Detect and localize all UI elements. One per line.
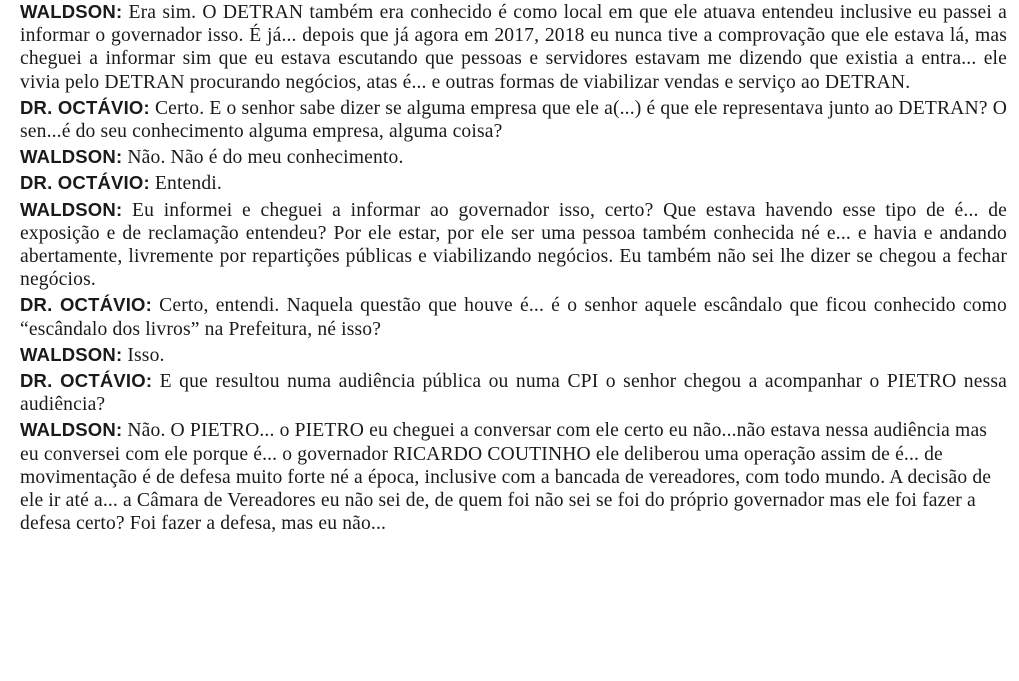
speech-text: Isso.	[122, 344, 165, 366]
transcript-paragraph	[20, 293, 1007, 340]
transcript-paragraph	[20, 171, 1007, 195]
speaker-name: WALDSON:	[20, 419, 123, 441]
transcript-paragraph	[20, 343, 1007, 367]
speaker-name: DR. OCTÁVIO:	[20, 294, 152, 316]
transcript-paragraph	[20, 369, 1007, 416]
speaker-name: WALDSON:	[20, 146, 123, 168]
speaker-name: DR. OCTÁVIO:	[20, 370, 153, 392]
speech-text: Entendi.	[149, 173, 222, 195]
speech-text: Certo, entendi. Naquela questão que houve é... é o senhor aquele escândalo que ficou conhecido como “escândalo dos livros” na Prefeitura, né isso?	[20, 295, 1007, 340]
speech-text: Não. O PIETRO... o PIETRO eu cheguei a conversar com ele certo eu não...não estava nessa audiência mas eu conversei com ele porque é... o governador RICARDO COUTINHO ele deliberou uma operação assim de é... de movimentação é de defesa muito forte né a época, inclusive com a bancada de vereadores, com todo mundo. A decisão de ele ir até a... a Câmara de Vereadores eu não sei de, de quem foi não sei se foi do próprio governador mas ele foi fazer a defesa certo? Foi fazer a defesa, mas eu não...	[20, 420, 992, 535]
speech-text: Certo. E o senhor sabe dizer se alguma empresa que ele a(...) é que ele representava junto ao DETRAN? O sen...é do seu conhecimento alguma empresa, alguma coisa?	[20, 97, 1007, 143]
speech-text: Não. Não é do meu conhecimento.	[122, 147, 404, 169]
transcript	[20, 0, 1007, 535]
speaker-name: WALDSON:	[20, 343, 123, 365]
speech-text: E que resultou numa audiência pública ou numa CPI o senhor chegou a acompanhar o PIETRO nessa audiência?	[20, 371, 1007, 416]
transcript-paragraph	[20, 0, 1007, 94]
transcript-paragraph	[20, 96, 1007, 143]
transcript-paragraph	[20, 418, 1007, 535]
speech-text: Era sim. O DETRAN também era conhecido é como local em que ele atuava entendeu inclusive eu passei a informar o governador isso. É já... depois que já agora em 2017, 2018 eu nunca tive a comprovação que ele estava lá, mas cheguei a informar sim que eu estava escutando que pessoas e servidores estavam me dizendo que existia a entra... ele vivia pelo DETRAN procurando negócios, atas é... e outras formas de viabilizar vendas e serviço ao DETRAN.	[20, 2, 1007, 93]
speaker-name: WALDSON:	[20, 1, 123, 22]
transcript-paragraph	[20, 198, 1007, 292]
speaker-name: DR. OCTÁVIO:	[20, 96, 150, 118]
speech-text: Eu informei e cheguei a informar ao governador isso, certo? Que estava havendo esse tipo de é... de exposição e de reclamação entendeu? Por ele estar, por ele ser uma pessoa também conhecida né e... e havia e andando abertamente, livremente por repartições públicas e viabilizando negócios. Eu também não sei lhe dizer se chegou a fechar negócios.	[20, 199, 1007, 291]
speaker-name: WALDSON:	[20, 198, 123, 220]
speaker-name: DR. OCTÁVIO:	[20, 172, 150, 194]
transcript-paragraph	[20, 145, 1007, 169]
